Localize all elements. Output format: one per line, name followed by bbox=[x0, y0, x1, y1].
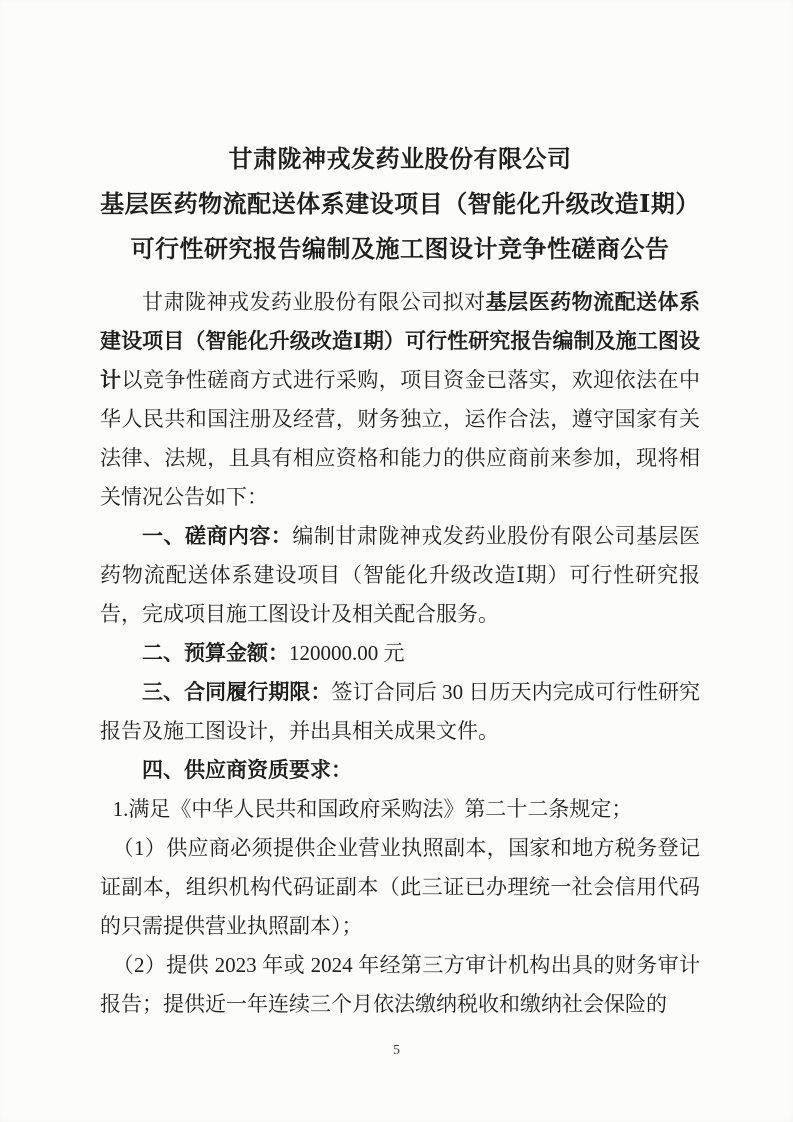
document-title-block bbox=[100, 138, 700, 273]
paragraph bbox=[100, 673, 700, 751]
paragraph-text: 1.满足《中华人民共和国政府采购法》第二十二条规定； bbox=[112, 797, 633, 821]
document-body bbox=[100, 283, 700, 1024]
paragraph-text: （2）提供 2023 年或 2024 年经第三方审计机构出具的财务审计报告；提供近一年连续三个月依法缴纳税收和缴纳社会保险的 bbox=[100, 953, 700, 1016]
paragraph-text-bold: 三、合同履行期限： bbox=[142, 680, 332, 704]
paragraph-text-bold: 二、预算金额： bbox=[142, 641, 289, 665]
paragraph-text: 120000.00 元 bbox=[289, 641, 405, 665]
paragraph-text: 编制甘肃陇神戎发药业股份有限公司基层医药物流配送体系建设项目（智能化升级改造Ⅰ期）可行性研究报告，完成项目施工图设计及相关配合服务。 bbox=[100, 524, 700, 626]
paragraph-text-bold: 基层医药物流配送体系建设项目（智能化升级改造Ⅰ期）可行性研究报告编制及施工图设计 bbox=[100, 290, 701, 392]
paragraph bbox=[100, 283, 700, 517]
document-content bbox=[100, 138, 700, 1024]
paragraph bbox=[100, 517, 700, 634]
paragraph bbox=[100, 790, 700, 829]
paragraph-text: 甘肃陇神戎发药业股份有限公司拟对 bbox=[142, 290, 486, 314]
paragraph-text-bold: 四、供应商资质要求： bbox=[142, 758, 352, 782]
paragraph-text-bold: 一、磋商内容： bbox=[142, 524, 293, 548]
paragraph-text: （1）供应商必须提供企业营业执照副本，国家和地方税务登记证副本，组织机构代码证副本（此三证已办理统一社会信用代码的只需提供营业执照副本）； bbox=[100, 836, 700, 938]
document-title-line-1: 甘肃陇神戎发药业股份有限公司 bbox=[228, 147, 572, 173]
paragraph bbox=[100, 751, 700, 790]
document-title-line-2: 基层医药物流配送体系建设项目（智能化升级改造Ⅰ期） bbox=[100, 192, 700, 218]
paragraph bbox=[100, 946, 700, 1024]
paragraph bbox=[100, 829, 700, 946]
paragraph bbox=[100, 634, 700, 673]
document-title-line-3: 可行性研究报告编制及施工图设计竞争性磋商公告 bbox=[130, 237, 670, 263]
paragraph-text: 以竞争性磋商方式进行采购，项目资金已落实，欢迎依法在中华人民共和国注册及经营，财务独立，运作合法，遵守国家有关法律、法规，且具有相应资格和能力的供应商前来参加，现将相关情况公告如下： bbox=[100, 368, 701, 509]
page-number: 5 bbox=[393, 1043, 400, 1058]
paragraph-text: 签订合同后 30 日历天内完成可行性研究报告及施工图设计，并出具相关成果文件。 bbox=[100, 680, 701, 743]
